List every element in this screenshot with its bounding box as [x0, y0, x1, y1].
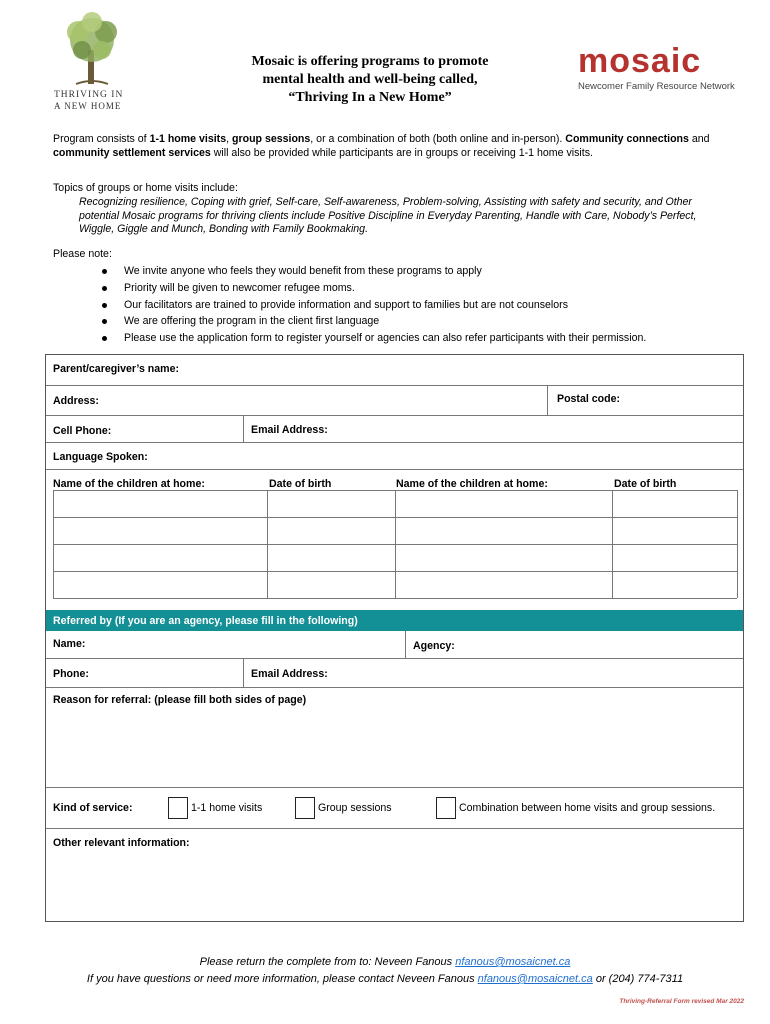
referral-banner — [46, 610, 743, 631]
referral-banner-text: Referred by (If you are an agency, please fill in the following) — [53, 615, 358, 627]
agency-field[interactable]: Agency: — [413, 640, 455, 652]
parent-name-field[interactable]: Parent/caregiver’s name: — [53, 363, 180, 375]
home-visits-checkbox[interactable] — [168, 797, 188, 819]
list-item — [100, 280, 646, 297]
combination-label: Combination between home visits and group sessions. — [459, 802, 716, 814]
list-item-text: Priority will be given to newcomer refugee moms. — [124, 281, 355, 294]
desc-group-sessions: group sessions — [232, 133, 311, 145]
child-name-cell[interactable] — [54, 491, 266, 516]
children-name-header-2: Name of the children at home: — [396, 478, 548, 490]
revision-note: Thriving-Referral Form revised Mar 2022 — [619, 998, 744, 1005]
desc-community-connections: Community connections — [565, 133, 689, 145]
desc-text: and — [688, 133, 710, 145]
list-item — [100, 297, 646, 314]
mosaic-subtitle: Newcomer Family Resource Network — [578, 81, 735, 92]
email-link[interactable]: nfanous@mosaicnet.ca — [477, 973, 593, 985]
desc-home-visits: 1-1 home visits — [149, 133, 227, 145]
topics-label: Topics of groups or home visits include: — [53, 182, 238, 194]
desc-text: , — [226, 133, 232, 145]
referrer-email-field[interactable]: Email Address: — [251, 668, 328, 680]
children-name-header-1: Name of the children at home: — [53, 478, 205, 490]
list-item — [100, 313, 646, 330]
return-text: Please return the complete from to: Neveen Fanous — [199, 956, 456, 968]
language-field[interactable]: Language Spoken: — [53, 451, 148, 463]
email-link[interactable]: nfanous@mosaicnet.ca — [455, 956, 571, 968]
page-title — [215, 53, 525, 107]
return-instructions — [0, 956, 770, 968]
referrer-phone-field[interactable]: Phone: — [53, 668, 89, 680]
notes-list — [100, 263, 646, 347]
title-line-2: mental health and well-being called, — [262, 72, 478, 87]
cell-phone-field[interactable]: Cell Phone: — [53, 425, 112, 437]
child-dob-cell[interactable] — [613, 491, 736, 516]
desc-text: Program consists of — [53, 133, 150, 145]
dob-header-2: Date of birth — [614, 478, 677, 490]
note-label: Please note: — [53, 248, 112, 260]
address-field[interactable]: Address: — [53, 395, 99, 407]
list-item-text: Please use the application form to register yourself or agencies can also refer participants with their permission. — [124, 332, 647, 345]
referrer-name-field[interactable]: Name: — [53, 638, 86, 650]
home-visits-label: 1-1 home visits — [191, 802, 263, 814]
title-line-1: Mosaic is offering programs to promote — [251, 54, 489, 69]
list-item — [100, 330, 646, 347]
list-item-text: We are offering the program in the client first language — [124, 315, 380, 328]
list-item-text: We invite anyone who feels they would benefit from these programs to apply — [124, 265, 482, 277]
list-item-text: Our facilitators are trained to provide information and support to families but are not counselors — [124, 298, 568, 311]
desc-text: , or a combination of both (both online and in-person). — [310, 133, 566, 145]
contact-instructions — [0, 973, 770, 985]
contact-phone-text: or (204) 774-7311 — [592, 973, 684, 985]
reason-field[interactable]: Reason for referral: (please fill both sides of page) — [53, 694, 307, 706]
other-info-field[interactable]: Other relevant information: — [53, 837, 190, 849]
kind-of-service-label: Kind of service: — [53, 802, 133, 814]
postal-code-field[interactable]: Postal code: — [557, 393, 620, 405]
logo-text-1: THRIVING IN — [54, 90, 124, 100]
contact-text: If you have questions or need more information, please contact Neveen Fanous — [86, 973, 478, 985]
group-sessions-checkbox[interactable] — [295, 797, 315, 819]
child-dob-cell[interactable] — [268, 491, 394, 516]
desc-settlement-services: community settlement services — [53, 146, 211, 159]
list-item — [100, 263, 646, 280]
child-name-cell[interactable] — [396, 491, 611, 516]
dob-header-1: Date of birth — [269, 478, 332, 490]
email-field[interactable]: Email Address: — [251, 424, 328, 436]
program-description — [53, 133, 713, 160]
group-sessions-label: Group sessions — [318, 802, 392, 814]
mosaic-logo — [578, 42, 738, 98]
title-line-3: “Thriving In a New Home” — [288, 90, 452, 105]
combination-checkbox[interactable] — [436, 797, 456, 819]
mosaic-wordmark: mosaic — [578, 42, 702, 80]
logo-text-2: A NEW HOME — [54, 101, 122, 111]
topics-text: Recognizing resilience, Coping with grief, Self-care, Self-awareness, Problem-solving, Assisting with safety and security, and Other potential Mosaic programs for thriving clients include Positive Discipline in Everyday Parenting, Handle with Care, Nobody’s Perfect, Wiggle, Giggle and Munch, Bonding with Family Bookmaking. — [79, 196, 697, 235]
thriving-logo — [52, 10, 132, 112]
desc-text: will also be provided while participants are in groups or receiving 1-1 home visits. — [210, 146, 593, 159]
